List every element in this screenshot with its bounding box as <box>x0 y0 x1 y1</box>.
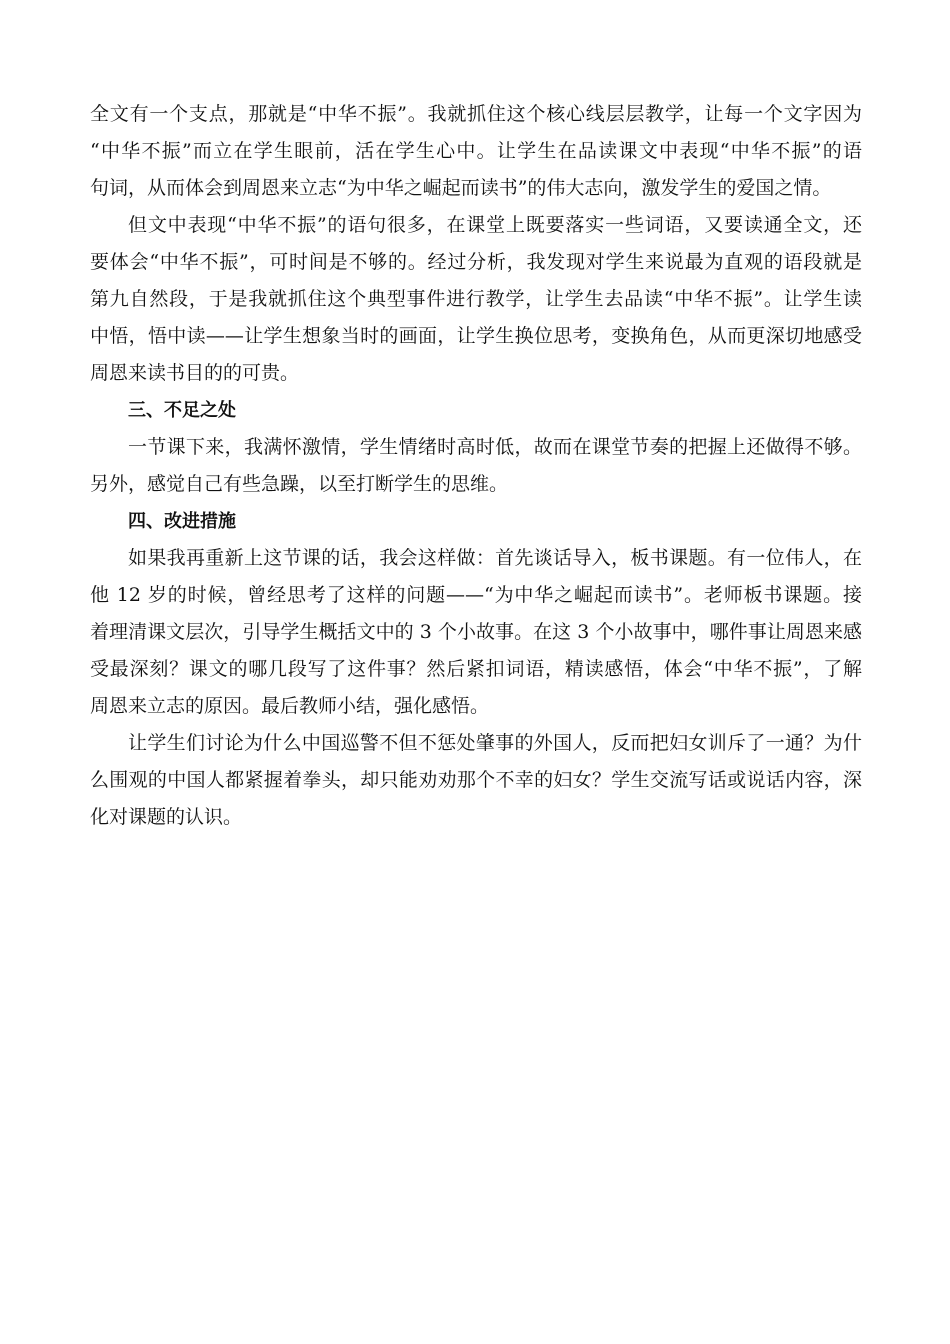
paragraph-line: 第九自然段，于是我就抓住这个典型事件进行教学，让学生去品读“中华不振”。让学生读 <box>90 288 862 310</box>
paragraph-line: 么围观的中国人都紧握着拳头，却只能劝劝那个不幸的妇女？学生交流写话或说话内容，深 <box>90 769 862 791</box>
paragraph-core-idea <box>90 96 862 207</box>
paragraph-line: 中悟，悟中读——让学生想象当时的画面，让学生换位思考，变换角色，从而更深切地感受 <box>90 325 862 347</box>
paragraph-line: 如果我再重新上这节课的话，我会这样做：首先谈话导入，板书课题。有一位伟人，在 <box>128 547 862 569</box>
paragraph-line: 一节课下来，我满怀激情，学生情绪时高时低，故而在课堂节奏的把握上还做得不够。 <box>128 436 862 458</box>
paragraph-line: 让学生们讨论为什么中国巡警不但不惩处肇事的外国人，反而把妇女训斥了一通？为什 <box>128 732 862 754</box>
paragraph-analysis <box>90 207 862 392</box>
section-heading-shortcomings: 三、不足之处 <box>128 400 236 421</box>
paragraph-line: 周恩来立志的原因。最后教师小结，强化感悟。 <box>90 695 490 717</box>
document-page <box>90 96 862 836</box>
paragraph-line: 要体会“中华不振”，可时间是不够的。经过分析，我发现对学生来说最为直观的语段就是 <box>90 251 862 273</box>
paragraph-line: 着理清课文层次，引导学生概括文中的 3 个小故事。在这 3 个小故事中，哪件事让周恩来感 <box>90 621 862 643</box>
paragraph-discussion <box>90 725 862 836</box>
paragraph-line: “中华不振”而立在学生眼前，活在学生心中。让学生在品读课文中表现“中华不振”的语 <box>90 140 862 162</box>
paragraph-shortcomings <box>90 429 862 503</box>
paragraph-line: 另外，感觉自己有些急躁，以至打断学生的思维。 <box>90 473 509 495</box>
paragraph-line: 他 12 岁的时候，曾经思考了这样的问题——“为中华之崛起而读书”。老师板书课题。接 <box>90 584 862 606</box>
paragraph-line: 但文中表现“中华不振”的语句很多，在课堂上既要落实一些词语，又要读通全文，还 <box>128 214 862 236</box>
paragraph-line: 全文有一个支点，那就是“中华不振”。我就抓住这个核心线层层教学，让每一个文字因为 <box>90 103 862 125</box>
section-heading-improvements: 四、改进措施 <box>128 511 236 532</box>
paragraph-line: 句词，从而体会到周恩来立志“为中华之崛起而读书”的伟大志向，激发学生的爱国之情。 <box>90 177 832 199</box>
paragraph-line: 周恩来读书目的的可贵。 <box>90 362 300 384</box>
paragraph-improvements <box>90 540 862 725</box>
paragraph-line: 化对课题的认识。 <box>90 806 243 828</box>
paragraph-line: 受最深刻？课文的哪几段写了这件事？然后紧扣词语，精读感悟，体会“中华不振”，了解 <box>90 658 862 680</box>
